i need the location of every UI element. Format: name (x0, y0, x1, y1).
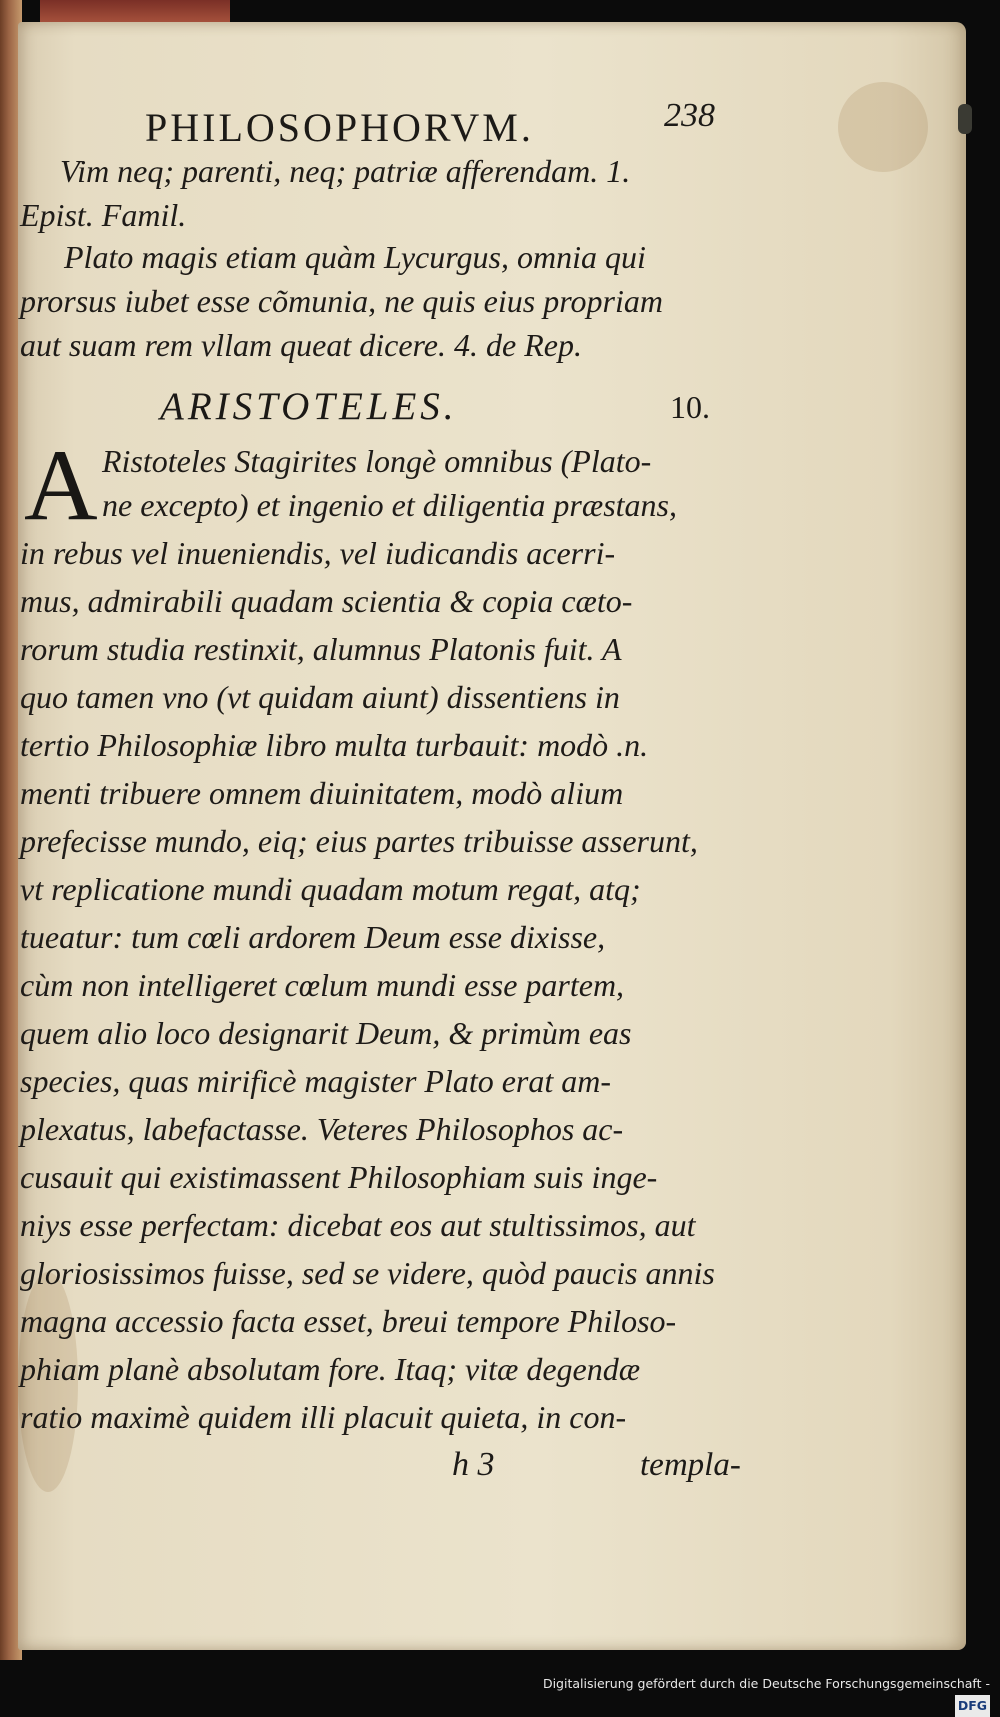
section-heading: ARISTOTELES. (160, 385, 458, 428)
running-title: PHILOSOPHORVM. (145, 105, 534, 150)
text-line: tertio Philosophiæ libro multa turbauit: modò .n. (20, 727, 649, 763)
text-line: ratio maximè quidem illi placuit quieta, in con- (20, 1399, 627, 1435)
text-line: cùm non intelligeret cœlum mundi esse partem, (20, 967, 625, 1003)
text-line: in rebus vel inueniendis, vel iudicandis acerri- (20, 535, 616, 571)
text-line: quem alio loco designarit Deum, & primùm eas (20, 1015, 632, 1051)
section-number: 10. (670, 389, 710, 425)
signature-mark: h 3 (452, 1446, 495, 1483)
text-line: quo tamen vno (vt quidam aiunt) dissentiens in (20, 679, 620, 715)
text-line: menti tribuere omnem diuinitatem, modò alium (20, 775, 624, 811)
drop-cap: A (24, 429, 98, 542)
dfg-logo: DFG (955, 1695, 990, 1717)
text-line: aut suam rem vllam queat dicere. 4. de Rep. (20, 327, 582, 363)
page-edge-mark (958, 104, 972, 134)
text-line: tueatur: tum cœli ardorem Deum esse dixisse, (20, 919, 606, 955)
page-stain (838, 82, 928, 172)
text-line: Vim neq; parenti, neq; patriæ afferendam. 1. (60, 153, 631, 189)
text-line: Epist. Famil. (20, 197, 187, 233)
page-number: 238 (664, 97, 715, 134)
text-line: vt replicatione mundi quadam motum regat, atq; (20, 871, 641, 907)
text-line: niys esse perfectam: dicebat eos aut stultissimos, aut (20, 1207, 696, 1243)
text-line: prorsus iubet esse cõmunia, ne quis eius propriam (20, 283, 663, 319)
text-line: phiam planè absolutam fore. Itaq; vitæ degendæ (20, 1351, 641, 1387)
text-line: magna accessio facta esset, breui tempore Philoso- (20, 1303, 677, 1339)
catchword: templa- (640, 1447, 741, 1483)
text-line: plexatus, labefactasse. Veteres Philosophos ac- (20, 1111, 624, 1147)
digitization-credit (530, 1673, 990, 1713)
text-line: rorum studia restinxit, alumnus Platonis fuit. A (20, 631, 622, 667)
text-line: species, quas mirificè magister Plato erat am- (20, 1063, 612, 1099)
book-cover-edge (40, 0, 230, 24)
credit-text: Digitalisierung gefördert durch die Deutsche Forschungsgemeinschaft - (542, 1676, 990, 1691)
text-line: ne excepto) et ingenio et diligentia præstans, (102, 487, 677, 523)
text-line: mus, admirabili quadam scientia & copia cæto- (20, 583, 633, 619)
text-line: Plato magis etiam quàm Lycurgus, omnia qui (64, 239, 646, 275)
text-line: gloriosissimos fuisse, sed se videre, quòd paucis annis (20, 1255, 715, 1291)
text-line: prefecisse mundo, eiq; eius partes tribuisse asserunt, (20, 823, 698, 859)
text-line: cusauit qui existimassent Philosophiam suis inge- (20, 1159, 658, 1195)
text-line: Ristoteles Stagirites longè omnibus (Plato- (102, 443, 652, 479)
